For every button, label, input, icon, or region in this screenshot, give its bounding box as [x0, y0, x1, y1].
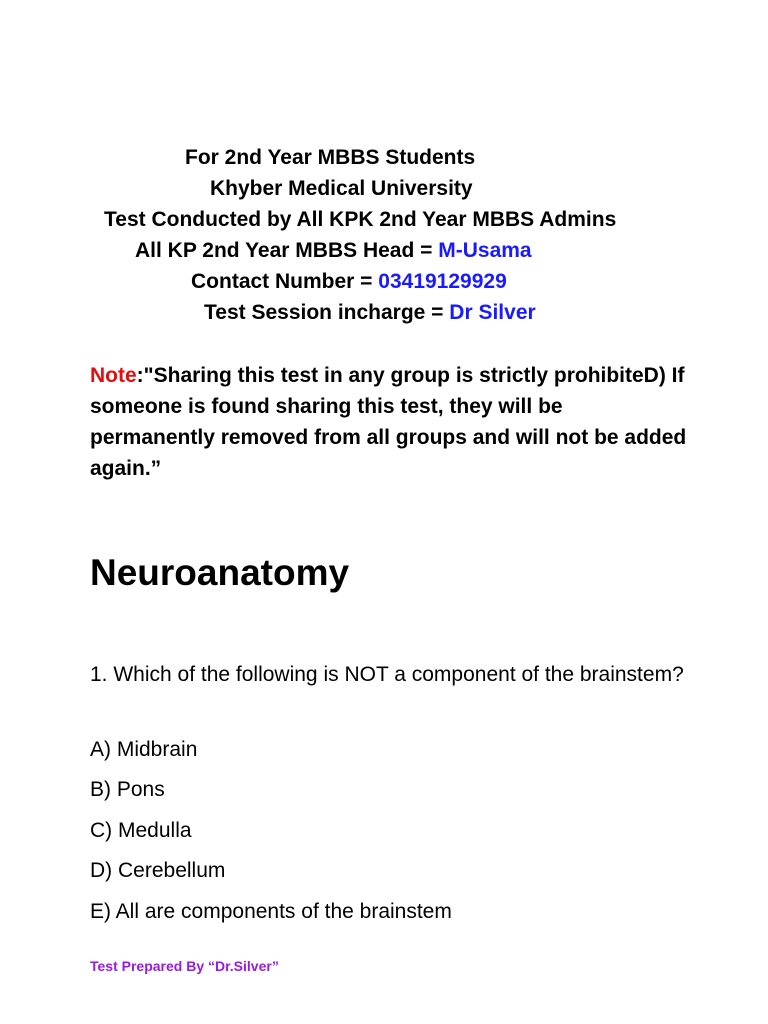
header-contact: [191, 270, 507, 294]
note-label: Note: [90, 364, 137, 387]
header-incharge-label: Test Session incharge =: [204, 301, 450, 324]
note-text: :"Sharing this test in any group is strictly prohibiteD) If someone is found sharing this test, they will be permanently removed from all groups and will not be added again.”: [90, 364, 687, 480]
section-title: Neuroanatomy: [90, 552, 350, 593]
footer-prepared-by: Test Prepared By “Dr.Silver”: [90, 958, 279, 974]
header-audience: For 2nd Year MBBS Students: [185, 146, 476, 169]
question-text: 1. Which of the following is NOT a component of the brainstem?: [90, 663, 684, 686]
header-head-label: All KP 2nd Year MBBS Head =: [135, 239, 439, 262]
option-e: E) All are components of the brainstem: [90, 900, 452, 923]
header-university: Khyber Medical University: [210, 177, 473, 200]
option-b: B) Pons: [90, 778, 165, 801]
option-c: C) Medulla: [90, 819, 192, 842]
header-head: [135, 239, 532, 263]
option-d: D) Cerebellum: [90, 859, 226, 882]
header-contact-value: 03419129929: [378, 270, 507, 293]
header-conducted-by: Test Conducted by All KPK 2nd Year MBBS Admins: [104, 208, 617, 231]
header-contact-label: Contact Number =: [191, 270, 379, 293]
header-head-value: M-Usama: [438, 239, 532, 262]
header-incharge: [204, 301, 536, 325]
option-a: A) Midbrain: [90, 738, 198, 761]
sharing-note: [90, 360, 690, 484]
header-incharge-value: Dr Silver: [449, 301, 536, 324]
